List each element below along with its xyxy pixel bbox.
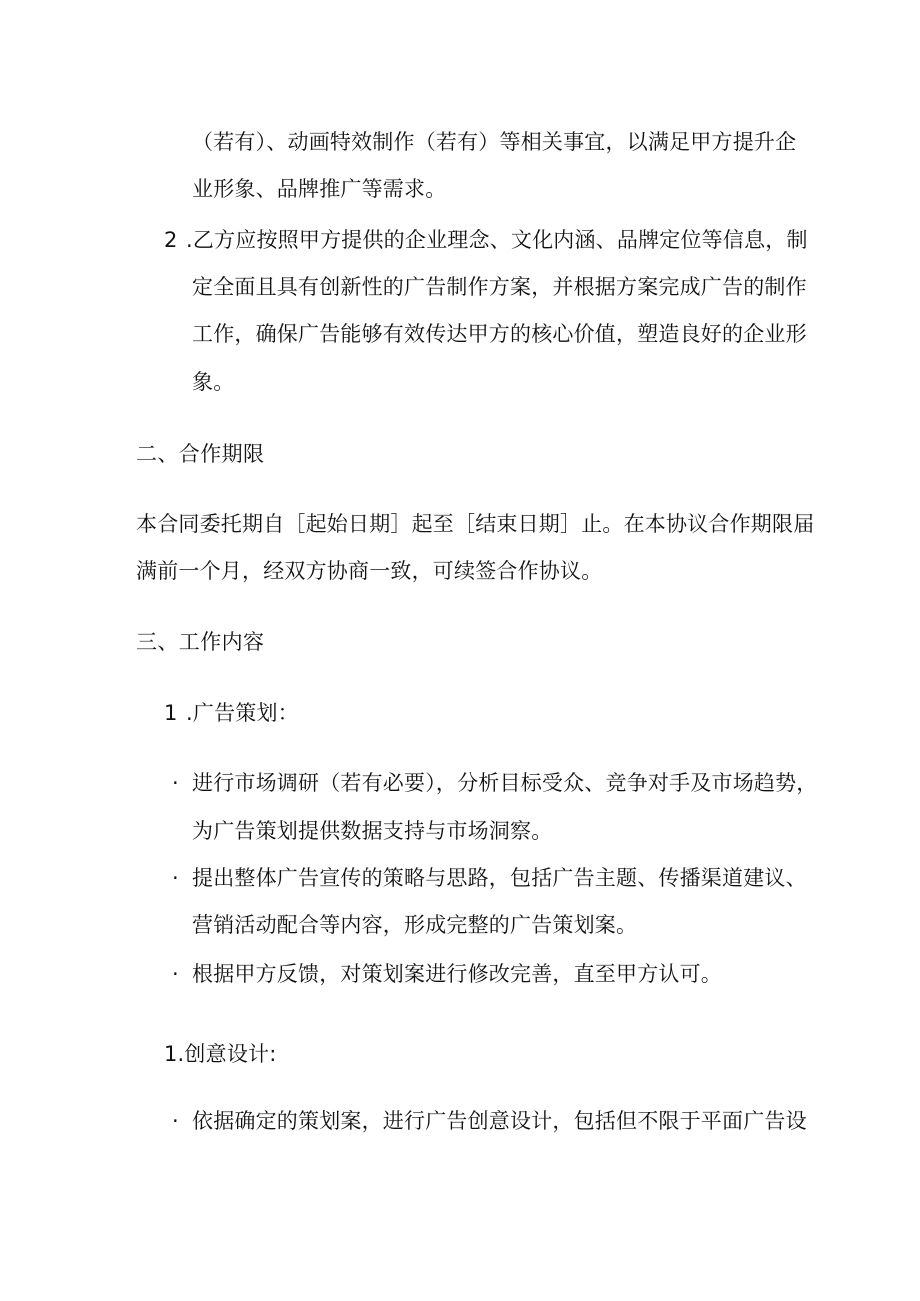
bullet-marker: ·: [172, 1109, 179, 1133]
bullet-marker: ·: [172, 771, 179, 795]
bullet-line: 根据甲方反馈，对策划案进行修改完善，直至甲方认可。: [192, 962, 722, 986]
bullet-line: 为广告策划提供数据支持与市场洞察。: [192, 819, 553, 843]
bullet-marker: ·: [172, 962, 179, 986]
bullet-line: 进行市场调研（若有必要），分析目标受众、竞争对手及市场趋势，: [192, 771, 818, 795]
list-number: 2: [164, 228, 178, 252]
bullet-line: 提出整体广告宣传的策略与思路，包括广告主题、传播渠道建议、: [192, 866, 807, 890]
paragraph-line: 象。: [192, 370, 235, 394]
paragraph-line: （若有）、动画特效制作（若有）等相关事宜，以满足甲方提升企: [192, 130, 797, 154]
bullet-marker: ·: [172, 866, 179, 890]
section-heading: 三、工作内容: [136, 630, 265, 654]
paragraph-line: 定全面且具有创新性的广告制作方案，并根据方案完成广告的制作: [192, 275, 807, 299]
paragraph-line: 满前一个月，经双方协商一致，可续签合作协议。: [136, 559, 603, 583]
paragraph-line: 工作，确保广告能够有效传达甲方的核心价值，塑造良好的企业形: [192, 322, 807, 346]
bullet-line: 依据确定的策划案，进行广告创意设计，包括但不限于平面广告设: [192, 1109, 807, 1133]
paragraph-line: 本合同委托期自［起始日期］起至［结束日期］止。在本协议合作期限届: [136, 512, 815, 536]
list-number: 1: [164, 701, 178, 725]
section-heading: 二、合作期限: [136, 442, 265, 466]
subsection-title: .广告策划：: [186, 701, 299, 725]
paragraph-line: .乙方应按照甲方提供的企业理念、文化内涵、品牌定位等信息，制: [186, 228, 808, 252]
subsection-title: 1.创意设计:: [164, 1042, 277, 1066]
bullet-line: 营销活动配合等内容，形成完整的广告策划案。: [192, 913, 638, 937]
paragraph-line: 业形象、品牌推广等需求。: [192, 177, 447, 201]
